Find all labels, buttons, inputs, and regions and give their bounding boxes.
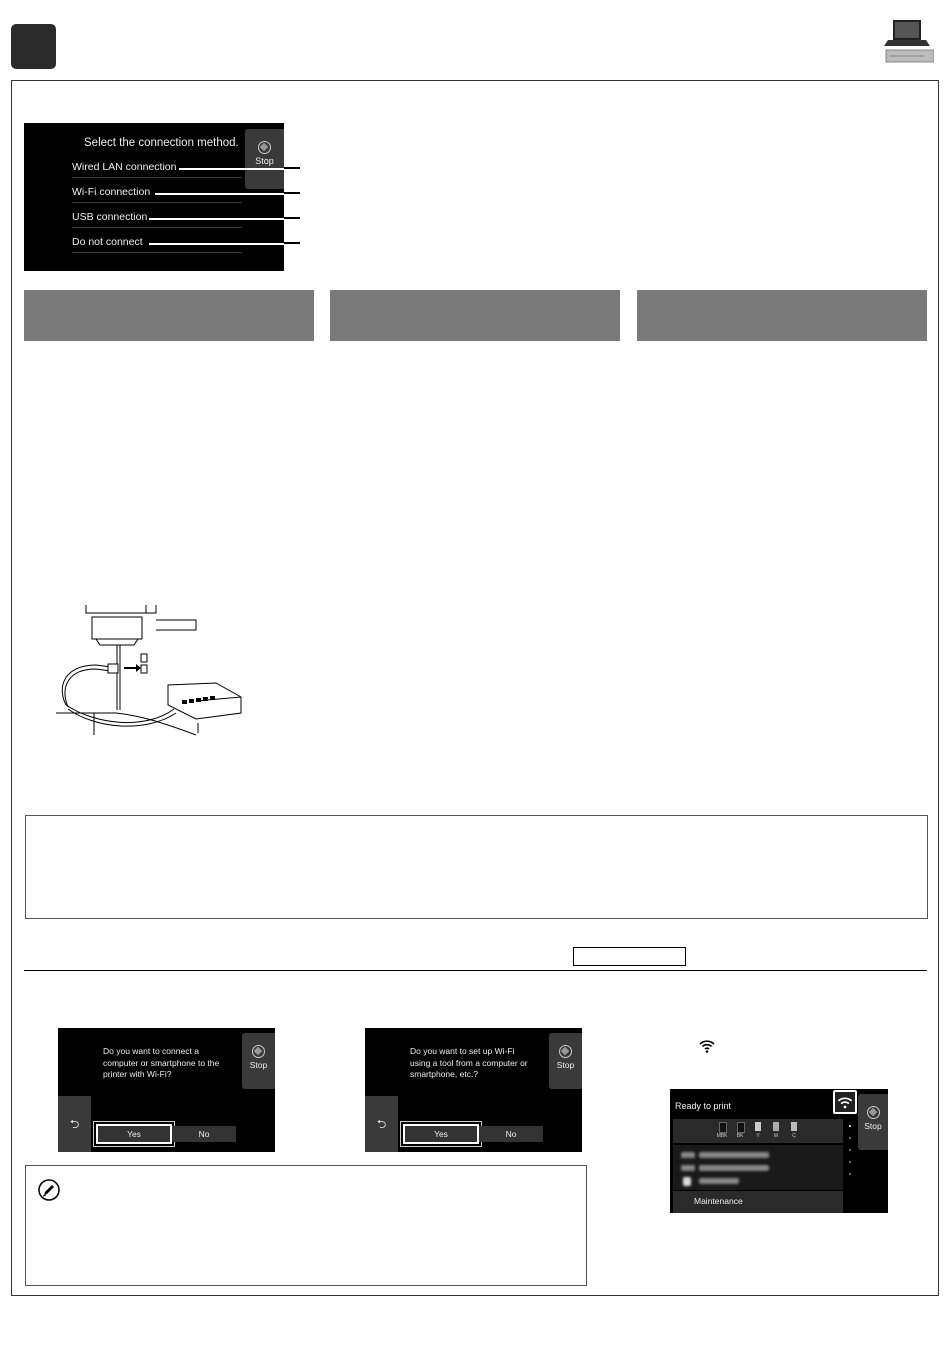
ink-label: M [773, 1133, 779, 1139]
stop-button[interactable] [242, 1033, 275, 1089]
yes-button[interactable]: Yes [96, 1124, 172, 1144]
wifi-icon [835, 1092, 855, 1112]
ink-tank-mbk [719, 1122, 727, 1133]
stop-icon [867, 1106, 880, 1119]
stop-button[interactable] [858, 1094, 888, 1150]
stop-icon [559, 1045, 572, 1058]
ink-label: Y [756, 1133, 760, 1139]
leader-line [284, 242, 300, 244]
status-title: Ready to print [675, 1101, 732, 1111]
stop-icon [258, 141, 271, 154]
roll-icon [681, 1165, 695, 1171]
section-header-wired [24, 290, 314, 341]
note-box [25, 1165, 587, 1286]
ink-tank-y [755, 1122, 761, 1131]
usb-option[interactable]: USB connection [72, 211, 242, 228]
wifi-connect-dialog [58, 1028, 275, 1152]
step-number-badge [11, 24, 56, 69]
leader-line [179, 168, 284, 170]
leader-line [284, 192, 300, 194]
roll-icon [681, 1152, 695, 1158]
connection-method-screen [24, 123, 284, 271]
media-info-list[interactable] [673, 1145, 843, 1190]
ink-label: MBK [716, 1133, 728, 1139]
ink-tank-bk [737, 1122, 745, 1133]
connection-screen-title: Select the connection method. [84, 137, 239, 149]
stop-label: Stop [864, 1121, 882, 1131]
maintenance-label: Maintenance [694, 1196, 743, 1206]
leader-line [284, 167, 300, 169]
section-divider [24, 970, 927, 971]
dialog-question: Do you want to set up Wi-Fi using a tool from a computer or smartphone, etc.? [410, 1046, 528, 1079]
scroll-indicator[interactable] [848, 1123, 852, 1207]
back-icon: ⮌ [376, 1117, 387, 1131]
blurred-media-text [699, 1178, 739, 1184]
leader-line [149, 218, 284, 220]
pencil-note-icon [38, 1179, 60, 1201]
wifi-setup-tool-dialog [365, 1028, 582, 1152]
notice-box [25, 815, 928, 919]
stop-label: Stop [556, 1060, 575, 1070]
back-button[interactable] [365, 1096, 398, 1152]
wired-lan-option[interactable]: Wired LAN connection [72, 161, 242, 178]
leader-line [284, 217, 300, 219]
stop-button[interactable] [549, 1033, 582, 1089]
blurred-media-text [699, 1152, 769, 1158]
wifi-status-button[interactable] [833, 1090, 857, 1114]
stop-button[interactable] [245, 129, 284, 189]
stop-label: Stop [255, 156, 274, 166]
reference-box [573, 947, 686, 966]
wifi-icon [698, 1037, 716, 1055]
blurred-media-text [699, 1165, 769, 1171]
ink-label: C [792, 1133, 796, 1139]
printer-status-screen [670, 1089, 888, 1213]
no-button[interactable]: No [479, 1126, 543, 1142]
ink-tank-m [773, 1122, 779, 1131]
stop-label: Stop [249, 1060, 268, 1070]
stop-icon [252, 1045, 265, 1058]
leader-line [149, 243, 284, 245]
back-icon: ⮌ [69, 1117, 80, 1131]
yes-button[interactable]: Yes [403, 1124, 479, 1144]
no-button[interactable]: No [172, 1126, 236, 1142]
section-header-usb [637, 290, 927, 341]
ink-label: BK [736, 1133, 744, 1139]
dialog-question: Do you want to connect a computer or smartphone to the printer with Wi-Fi? [103, 1046, 220, 1079]
leader-line [155, 193, 284, 195]
do-not-connect-option[interactable]: Do not connect [72, 236, 242, 253]
section-header-wifi [330, 290, 620, 341]
ink-levels [673, 1119, 843, 1143]
ink-tank-c [791, 1122, 797, 1131]
back-button[interactable] [58, 1096, 91, 1152]
lan-cable-illustration [56, 605, 261, 740]
sheet-icon [683, 1177, 691, 1186]
wifi-option[interactable]: Wi-Fi connection [72, 186, 242, 203]
computer-icon [884, 18, 934, 64]
